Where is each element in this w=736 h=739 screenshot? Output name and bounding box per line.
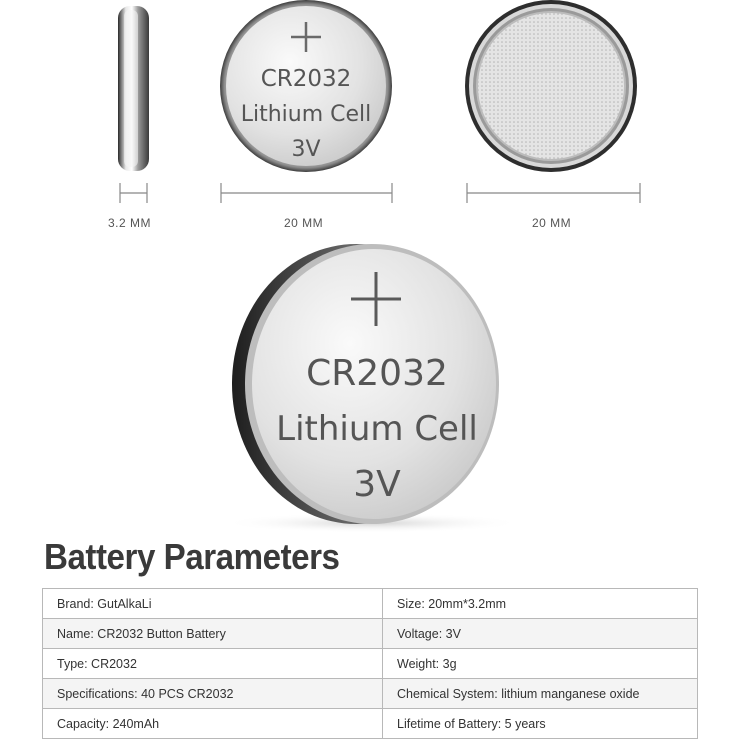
- table-row: [43, 619, 698, 649]
- large-voltage-text: 3V: [353, 464, 401, 505]
- battery-back-view: [465, 0, 637, 172]
- param-cell: Lifetime of Battery: 5 years: [383, 709, 698, 739]
- large-type-text: Lithium Cell: [276, 409, 478, 449]
- front-voltage-text: 3V: [291, 137, 321, 162]
- front-type-text: Lithium Cell: [240, 102, 372, 127]
- battery-front-view: [220, 0, 392, 172]
- front-diameter-label: 20 MM: [284, 216, 324, 230]
- param-cell: Size: 20mm*3.2mm: [383, 589, 698, 619]
- param-cell: Specifications: 40 PCS CR2032: [43, 679, 383, 709]
- table-row: [43, 709, 698, 739]
- table-row: [43, 649, 698, 679]
- table-row: [43, 679, 698, 709]
- param-cell: Capacity: 240mAh: [43, 709, 383, 739]
- table-row: [43, 589, 698, 619]
- param-cell: Name: CR2032 Button Battery: [43, 619, 383, 649]
- dimension-line-thickness: [120, 183, 147, 203]
- large-model-text: CR2032: [306, 353, 448, 394]
- section-title: Battery Parameters: [44, 536, 340, 577]
- front-model-text: CR2032: [260, 66, 352, 92]
- parameters-table: [42, 588, 698, 739]
- battery-large-view: [222, 244, 522, 533]
- param-cell: Weight: 3g: [383, 649, 698, 679]
- back-diameter-label: 20 MM: [532, 216, 572, 230]
- dimension-line-back: [467, 183, 640, 203]
- param-cell: Type: CR2032: [43, 649, 383, 679]
- param-cell: Brand: GutAlkaLi: [43, 589, 383, 619]
- dimension-line-front: [221, 183, 392, 203]
- param-cell: Voltage: 3V: [383, 619, 698, 649]
- battery-side-view: [118, 6, 149, 171]
- thickness-label: 3.2 MM: [108, 216, 152, 230]
- param-cell: Chemical System: lithium manganese oxide: [383, 679, 698, 709]
